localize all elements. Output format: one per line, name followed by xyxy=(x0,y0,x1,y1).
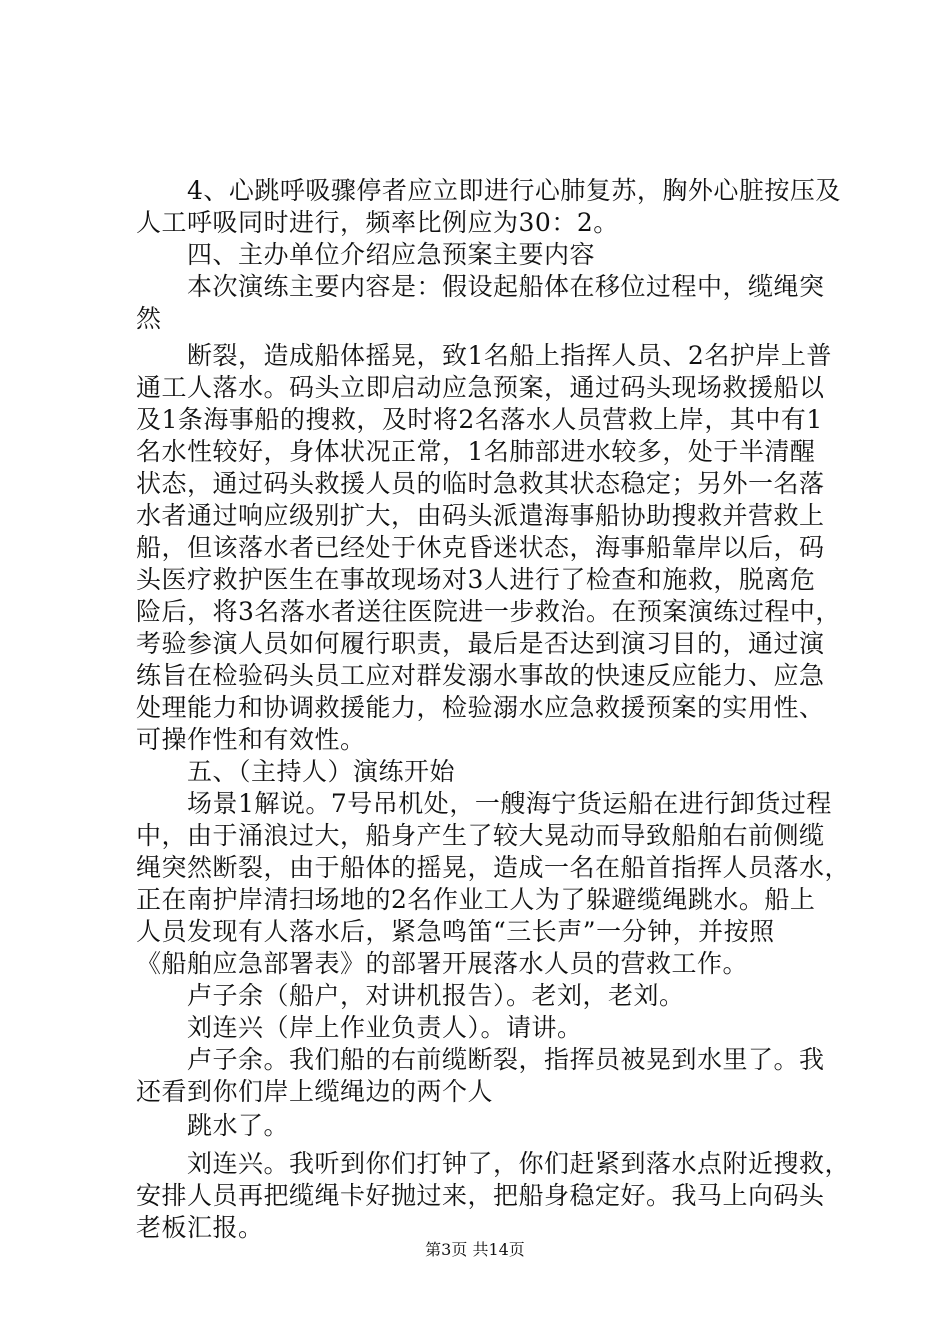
text-line: 通工人落水。码头立即启动应急预案，通过码头现场救援船以 xyxy=(136,373,825,402)
section-heading: 五、（主持人）演练开始 xyxy=(136,757,456,786)
text-line: 人员发现有人落水后，紧急鸣笛“三长声”一分钟，并按照 xyxy=(136,917,775,946)
text-line: 人工呼吸同时进行，频率比例应为30：2。 xyxy=(136,208,619,237)
dialogue-line: 卢子余（船户，对讲机报告）。老刘，老刘。 xyxy=(136,981,685,1010)
text-line: 船，但该落水者已经处于休克昏迷状态，海事船靠岸以后，码 xyxy=(136,533,825,562)
text-line: 及1条海事船的搜救，及时将2名落水人员营救上岸，其中有1 xyxy=(136,405,823,434)
text-line: 头医疗救护医生在事故现场对3人进行了检查和施救，脱离危 xyxy=(136,565,816,594)
text-line: 正在南护岸清扫场地的2名作业工人为了躲避缆绳跳水。船上 xyxy=(136,885,816,914)
text-line: 名水性较好，身体状况正常，1名肺部进水较多，处于半清醒 xyxy=(136,437,816,466)
text-line: 状态，通过码头救援人员的临时急救其状态稳定；另外一名落 xyxy=(136,469,825,498)
text-line: 可操作性和有效性。 xyxy=(136,725,366,754)
text-line: 本次演练主要内容是：假设起船体在移位过程中，缆绳突 xyxy=(136,272,825,301)
dialogue-line: 安排人员再把缆绳卡好抛过来，把船身稳定好。我马上向码头 xyxy=(136,1181,825,1210)
dialogue-line: 跳水了。 xyxy=(136,1111,290,1140)
page-footer: 第3页 共14页 xyxy=(425,1240,525,1259)
text-line: 险后，将3名落水者送往医院进一步救治。在预案演练过程中， xyxy=(136,597,841,626)
text-line: 然 xyxy=(136,304,162,333)
dialogue-line: 刘连兴。我听到你们打钟了，你们赶紧到落水点附近搜救， xyxy=(136,1149,851,1178)
text-line: 《船舶应急部署表》的部署开展落水人员的营救工作。 xyxy=(136,949,749,978)
section-heading: 四、主办单位介绍应急预案主要内容 xyxy=(136,240,596,269)
text-line: 断裂，造成船体摇晃，致1名船上指挥人员、2名护岸上普 xyxy=(136,341,832,370)
dialogue-line: 还看到你们岸上缆绳边的两个人 xyxy=(136,1077,494,1106)
text-line: 中，由于涌浪过大，船身产生了较大晃动而导致船舶右前侧缆 xyxy=(136,821,825,850)
text-line: 4、心跳呼吸骤停者应立即进行心肺复苏，胸外心脏按压及 xyxy=(136,176,841,205)
text-line: 考验参演人员如何履行职责，最后是否达到演习目的，通过演 xyxy=(136,629,825,658)
dialogue-line: 卢子余。我们船的右前缆断裂，指挥员被晃到水里了。我 xyxy=(136,1045,825,1074)
text-line: 场景1解说。7号吊机处，一艘海宁货运船在进行卸货过程 xyxy=(136,789,832,818)
dialogue-line: 老板汇报。 xyxy=(136,1213,264,1242)
text-line: 绳突然断裂，由于船体的摇晃，造成一名在船首指挥人员落水， xyxy=(136,853,851,882)
text-line: 处理能力和协调救援能力，检验溺水应急救援预案的实用性、 xyxy=(136,693,825,722)
text-line: 练旨在检验码头员工应对群发溺水事故的快速反应能力、应急 xyxy=(136,661,825,690)
dialogue-line: 刘连兴（岸上作业负责人）。请讲。 xyxy=(136,1013,583,1042)
text-line: 水者通过响应级别扩大，由码头派遣海事船协助搜救并营救上 xyxy=(136,501,825,530)
